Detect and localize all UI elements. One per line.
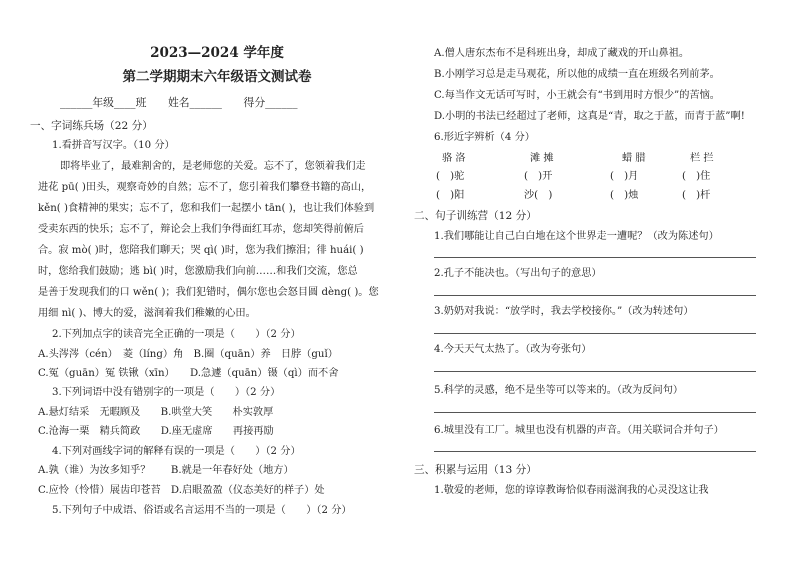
sentence-question: 5.科学的灵感，绝不是坐等可以等来的。（改为反问句） <box>434 385 684 396</box>
char-pair: 骆 洛 <box>442 153 466 164</box>
passage-line: 合。寂 mò( )时，您陪我们聊天；哭 qì( )时，您为我们擦泪；徘 huái( ) <box>38 245 364 256</box>
answer-line[interactable] <box>434 333 756 334</box>
question-1-5: 5.下列句子中成语、俗语或名言运用不当的一项是（ ）（2 分） <box>52 505 352 516</box>
answer-line[interactable] <box>434 451 756 452</box>
answer-line[interactable] <box>434 412 756 413</box>
question-1-6: 6.形近字辨析（4 分） <box>434 132 535 143</box>
option-row: C.冤（guān）冤 铁锹（xīn） D.急遽（quān）镊（qì）而不舍 <box>38 368 339 379</box>
option-row: B.小刚学习总是走马观花，所以他的成绩一直在班级名列前茅。 <box>434 69 720 80</box>
option-row: A.孰（谁）为汝多知乎？ B.就是一年春好处（地方） <box>38 465 294 476</box>
fill-blank: ( )烛 <box>610 190 639 201</box>
question-1-3: 3.下列词语中没有错别字的一项是（ ）（2 分） <box>52 387 281 398</box>
school-year: 2023—2024 学年度 <box>150 45 284 61</box>
passage-line: 是善于发现我们的口 wěn( )；我们犯错时，偶尔您也会怒目圆 dèng( )。您 <box>38 287 379 298</box>
sentence-question: 2.孔子不能决也。（写出句子的意思） <box>434 268 602 279</box>
char-pair: 蜡 腊 <box>622 153 646 164</box>
fill-blank: ( )驼 <box>436 171 465 182</box>
fill-blank: ( )月 <box>610 171 639 182</box>
exam-title: 第二学期期末六年级语文测试卷 <box>122 69 312 85</box>
fill-blank: ( )住 <box>682 171 711 182</box>
question-1-2: 2.下列加点字的读音完全正确的一项是（ ）（2 分） <box>52 329 301 340</box>
option-row: D.小明的书法已经超过了老师，这真是“青，取之于蓝，而青于蓝”啊! <box>434 111 745 122</box>
sentence-question: 3.奶奶对我说：“放学时，我去学校接你。”（改为转述句） <box>434 306 694 317</box>
section-3-heading: 三、积累与运用（13 分） <box>414 464 537 476</box>
answer-line[interactable] <box>434 295 756 296</box>
sentence-question: 6.城里没有工厂。城里也没有机器的声音。（用关联词合并句子） <box>434 425 724 436</box>
passage-line: 用细 nì( )、博大的爱，滋润着我们稚嫩的心田。 <box>38 308 256 319</box>
option-row: A.悬灯结采 无暇顾及 B.哄堂大笑 朴实敦厚 <box>38 407 274 418</box>
option-row: A.头涔涔（cén） 菱（líng）角 B.圈（quān）养 日脖（guǐ） <box>38 349 338 360</box>
passage-line: kěn( )食精神的果实；忘不了，您和我们一起摆小 tān( )，也让我们体验到 <box>38 203 375 214</box>
section-2-heading: 二、句子训练营（12 分） <box>414 210 537 222</box>
question-1-4: 4.下列对画线字词的解释有误的一项是（ ）（2 分） <box>52 446 301 457</box>
option-row: C.沧海一栗 精兵简政 D.座无虚席 再接再励 <box>38 426 274 437</box>
char-pair: 栏 拦 <box>690 153 714 164</box>
sentence-question: 1.我们哪能让自己白白地在这个世界走一遭呢？（改为陈述句） <box>434 231 719 242</box>
sentence-question: 4.今天天气太热了。（改为夸张句） <box>434 344 592 355</box>
char-pair: 滩 摊 <box>530 153 554 164</box>
section-1-heading: 一、字词练兵场（22 分） <box>30 120 153 132</box>
passage-line: 时，您给我们鼓励；逃 bì( )时，您激励我们向前……和我们交流，您总 <box>38 266 358 277</box>
passage-line: 即将毕业了，最难割舍的，是老师您的关爱。忘不了，您领着我们走 <box>60 161 366 172</box>
option-row: A.僧人唐东杰布不是科班出身，却成了藏戏的开山鼻祖。 <box>434 48 690 59</box>
answer-line[interactable] <box>434 257 756 258</box>
question-3-1: 1.敬爱的老师，您的谆谆教诲恰似春雨滋润我的心灵没这让我 <box>434 485 709 496</box>
fill-blank: ( )杆 <box>682 190 711 201</box>
option-row: C.每当作文无话可写时，小王就会有“书到用时方恨少”的苦恼。 <box>434 90 720 101</box>
fill-blank: ( )开 <box>524 171 553 182</box>
answer-line[interactable] <box>434 371 756 372</box>
question-1-1: 1.看拼音写汉字。（10 分） <box>52 140 175 151</box>
fill-blank: ( )阳 <box>436 190 465 201</box>
option-row: C.应怜（怜惜）展齿印苍苔 D.启眼盈盈（仪态美好的样子）处 <box>38 485 325 496</box>
student-info: ______年级____班 姓名______ 得分______ <box>60 96 298 109</box>
passage-line: 受卖东西的快乐；忘不了，辩论会上我们争得面红耳赤，您却笑得前俯后 <box>38 224 364 235</box>
passage-line: 进花 pū( )田头，观察奇妙的自然；忘不了，您引着我们攀登书籍的高山， <box>38 182 372 193</box>
fill-blank: 沙( ) <box>524 190 553 201</box>
